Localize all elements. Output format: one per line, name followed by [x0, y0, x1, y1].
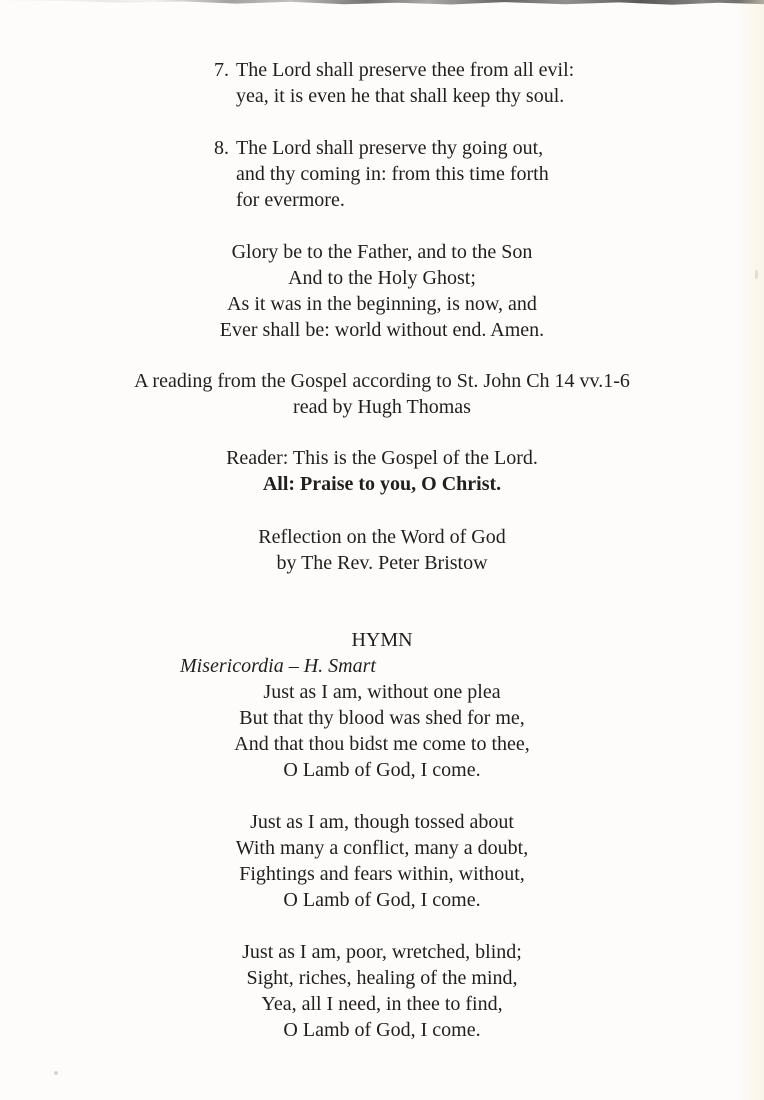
- text-line: Sight, riches, healing of the mind,: [246, 967, 518, 989]
- text-line: Yea, all I need, in thee to find,: [261, 993, 503, 1015]
- text-line: As it was in the beginning, is now, and: [227, 293, 537, 315]
- hymn-section: [0, 627, 764, 1043]
- text-line: Glory be to the Father, and to the Son: [231, 241, 533, 263]
- psalm-verse-7: [214, 57, 764, 109]
- verse-text: [236, 57, 574, 109]
- hymn-verse-2: [0, 809, 764, 913]
- text-line: Fightings and fears within, without,: [239, 863, 525, 885]
- gloria-patri-section: [0, 239, 764, 343]
- text-line: But that thy blood was shed for me,: [239, 707, 525, 729]
- gospel-reading-section: [0, 368, 764, 420]
- verse-number: 8.: [214, 137, 229, 159]
- text-line: yea, it is even he that shall keep thy soul.: [236, 85, 565, 107]
- scan-speck: [755, 270, 758, 279]
- text-line: O Lamb of God, I come.: [283, 1019, 481, 1041]
- text-line: Ever shall be: world without end. Amen.: [219, 319, 545, 341]
- text-line: O Lamb of God, I come.: [283, 889, 481, 911]
- page-edge-tint: [738, 0, 764, 1100]
- text-line: The Lord shall preserve thee from all evil:: [236, 59, 575, 81]
- reader-response: Reader: This is the Gospel of the Lord.: [226, 447, 538, 469]
- reading-title: A reading from the Gospel according to St. John Ch 14 vv.1-6: [134, 370, 630, 392]
- text-line: The Lord shall preserve thy going out,: [236, 137, 544, 159]
- text-line: And that thou bidst me come to thee,: [234, 733, 530, 755]
- hymn-heading: HYMN: [351, 629, 413, 651]
- reflection-section: [0, 524, 764, 576]
- scan-speck: [54, 1071, 58, 1075]
- text-line: O Lamb of God, I come.: [283, 759, 481, 781]
- text-line: With many a conflict, many a doubt,: [235, 837, 529, 859]
- hymn-verse-1: [0, 679, 764, 783]
- hymn-verse-3: [0, 939, 764, 1043]
- text-line: Just as I am, poor, wretched, blind;: [242, 941, 522, 963]
- gospel-responses-section: [0, 445, 764, 497]
- verse-text: [236, 135, 549, 213]
- psalm-verse-8: [214, 135, 764, 213]
- text-line: And to the Holy Ghost;: [288, 267, 476, 289]
- text-line: by The Rev. Peter Bristow: [276, 552, 488, 574]
- text-line: Reflection on the Word of God: [258, 526, 506, 548]
- reading-reader: read by Hugh Thomas: [293, 396, 471, 418]
- text-line: Just as I am, without one plea: [263, 681, 501, 703]
- all-response: All: Praise to you, O Christ.: [262, 473, 502, 495]
- text-line: Just as I am, though tossed about: [250, 811, 514, 833]
- psalm-verses-section: [0, 0, 764, 213]
- verse-number: 7.: [214, 59, 229, 81]
- hymn-tune-attribution: Misericordia – H. Smart: [180, 655, 376, 677]
- text-line: for evermore.: [236, 189, 345, 211]
- text-line: and thy coming in: from this time forth: [236, 163, 549, 185]
